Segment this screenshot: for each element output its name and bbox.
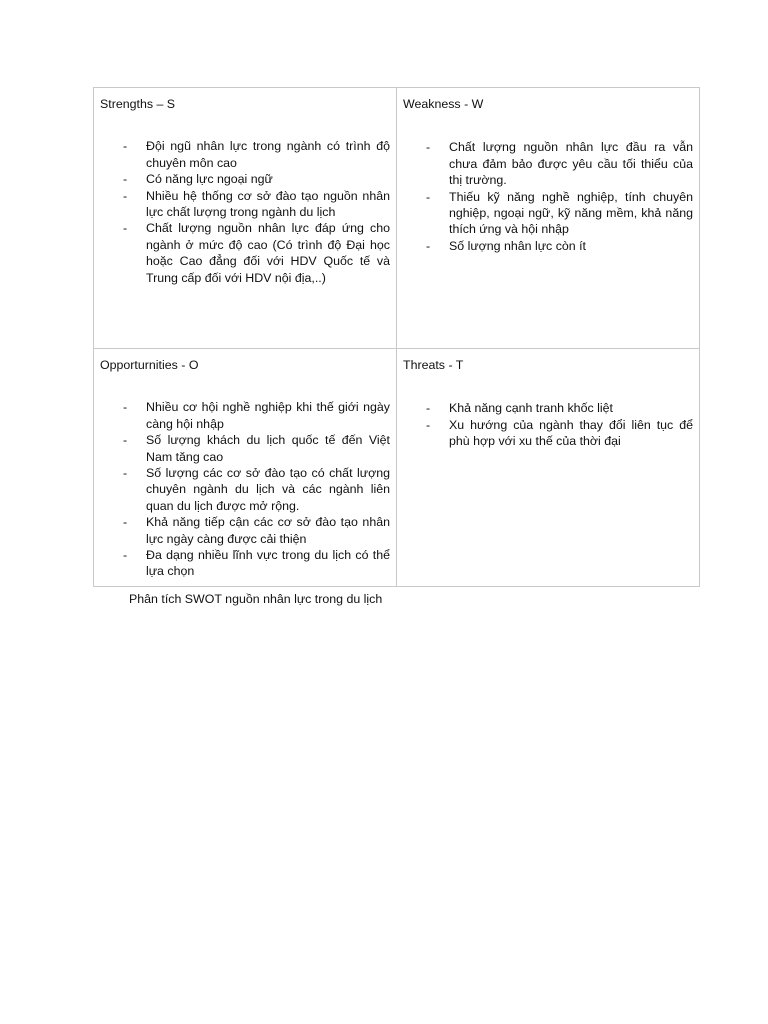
- list-item-text: Đội ngũ nhân lực trong ngành có trình độ chuyên môn cao: [146, 139, 390, 170]
- threats-title: Threats - T: [403, 358, 464, 372]
- list-item: [123, 465, 390, 514]
- weakness-list: [403, 139, 693, 254]
- table-caption: Phân tích SWOT nguồn nhân lực trong du lịch: [129, 592, 383, 606]
- list-item-text: Số lượng nhân lực còn ít: [449, 238, 586, 253]
- bullet-dash: -: [123, 548, 128, 563]
- bullet-dash: -: [123, 515, 128, 530]
- list-item: [426, 139, 693, 188]
- list-item-text: Nhiều cơ hội nghề nghiệp khi thế giới ngày càng hội nhập: [146, 400, 390, 431]
- list-item: [123, 220, 390, 286]
- list-item: [123, 138, 390, 171]
- list-item: [123, 514, 390, 547]
- bullet-dash: -: [123, 433, 128, 448]
- bullet-dash: -: [123, 466, 128, 481]
- list-item-text: Có năng lực ngoại ngữ: [146, 172, 273, 187]
- list-item: [426, 189, 693, 238]
- list-item-text: Chất lượng nguồn nhân lực đáp ứng cho ngành ở mức độ cao (Có trình độ Đại học hoặc Cao đẳng đối với HDV Quốc tế và Trung cấp đối với HDV nội địa,..): [146, 221, 390, 285]
- strengths-cell: [94, 88, 397, 349]
- weakness-title: Weakness - W: [403, 97, 484, 111]
- list-item-text: Xu hướng của ngành thay đổi liên tục để phù hợp với xu thế của thời đại: [449, 417, 693, 449]
- swot-row-bottom: [94, 349, 700, 587]
- swot-table: [93, 87, 700, 587]
- strengths-title: Strengths – S: [100, 97, 176, 111]
- list-item-text: Nhiều hệ thống cơ sở đào tạo nguồn nhân lực chất lượng trong ngành du lịch: [146, 188, 390, 220]
- bullet-dash: -: [123, 172, 128, 187]
- list-item-text: Chất lượng nguồn nhân lực đầu ra vẫn chưa đảm bảo được yêu cầu tối thiểu của thị trường.: [449, 140, 693, 188]
- opportunities-cell: [94, 349, 397, 587]
- bullet-dash: -: [123, 221, 128, 236]
- list-item: [426, 238, 693, 254]
- opportunities-list: [100, 399, 390, 579]
- bullet-dash: -: [123, 400, 128, 415]
- list-item: [123, 432, 390, 465]
- list-item: [426, 417, 693, 450]
- list-item-text: Số lượng các cơ sở đào tạo có chất lượng chuyên ngành du lịch và các ngành liên quan du lịch được mở rộng.: [146, 466, 390, 513]
- strengths-list: [100, 138, 390, 286]
- weakness-cell: [397, 88, 700, 349]
- opportunities-title: Opporturnities - O: [100, 358, 199, 372]
- list-item-text: Số lượng khách du lịch quốc tế đến Việt Nam tăng cao: [146, 433, 390, 464]
- list-item-text: Khả năng cạnh tranh khốc liệt: [449, 401, 613, 416]
- bullet-dash: -: [426, 189, 431, 204]
- list-item-text: Thiếu kỹ năng nghề nghiệp, tính chuyên nghiệp, ngoại ngữ, kỹ năng mềm, khả năng thích ứng và hội nhập: [449, 189, 693, 237]
- list-item: [123, 547, 390, 580]
- list-item: [123, 188, 390, 221]
- list-item-text: Đa dạng nhiều lĩnh vực trong du lịch có thể lựa chọn: [146, 548, 390, 579]
- list-item: [123, 399, 390, 432]
- bullet-dash: -: [123, 139, 128, 154]
- list-item-text: Khả năng tiếp cận các cơ sở đào tạo nhân lực ngày càng được cải thiện: [146, 515, 390, 546]
- bullet-dash: -: [123, 188, 128, 203]
- threats-cell: [397, 349, 700, 587]
- threats-list: [403, 400, 693, 449]
- bullet-dash: -: [426, 140, 431, 155]
- bullet-dash: -: [426, 417, 431, 432]
- bullet-dash: -: [426, 238, 431, 253]
- swot-row-top: [94, 88, 700, 349]
- list-item: [123, 171, 390, 187]
- bullet-dash: -: [426, 401, 431, 416]
- list-item: [426, 400, 693, 416]
